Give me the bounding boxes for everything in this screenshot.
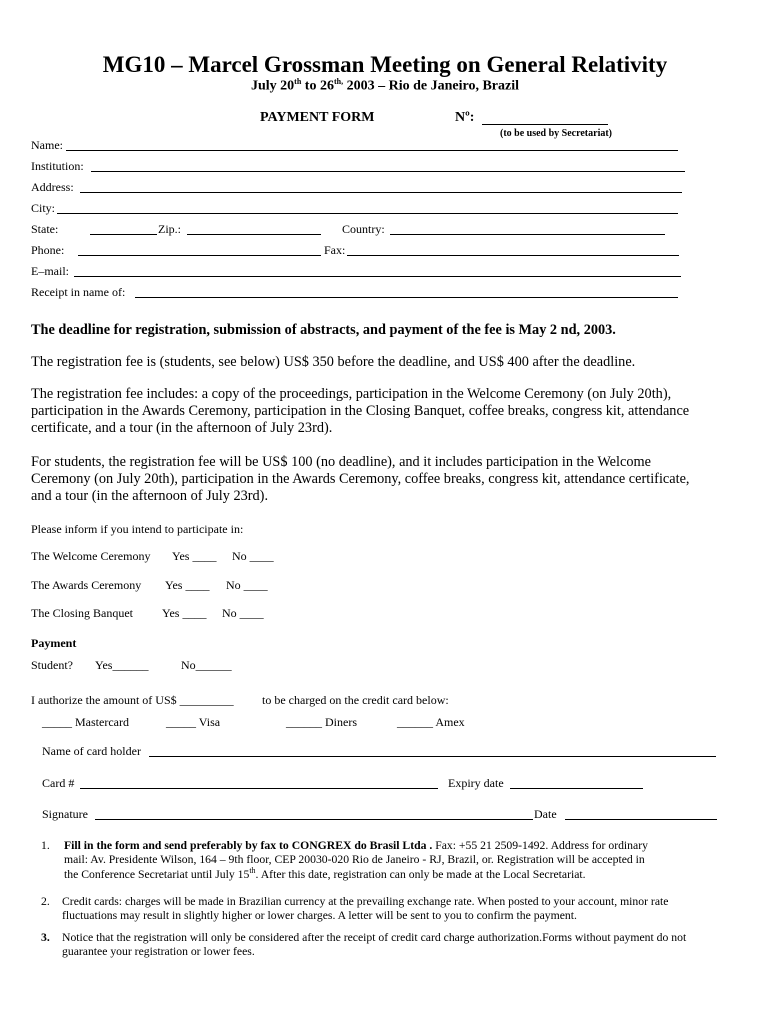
zip-field[interactable] bbox=[187, 234, 321, 235]
student-label: Student? bbox=[31, 658, 73, 672]
note-1-line-3: the Conference Secretariat until July 15th. After this date, registration can only be made at the Local Secretariat. bbox=[64, 866, 586, 881]
event-welcome-no[interactable]: No ____ bbox=[232, 549, 274, 563]
document-subtitle: July 20th to $26^{th,}$ 2003 – Rio de Janeiro, Brazil bbox=[250, 77, 519, 94]
payment-heading: Payment bbox=[31, 636, 77, 650]
event-awards-label: The Awards Ceremony bbox=[31, 578, 142, 592]
event-awards-yes[interactable]: Yes ____ bbox=[165, 578, 210, 592]
fee-text: The registration fee is (students, see below) US$ 350 before the deadline, and US$ 400 after the deadline. bbox=[31, 354, 636, 370]
card-holder-label: Name of card holder bbox=[42, 744, 141, 758]
name-field[interactable] bbox=[66, 150, 678, 151]
card-visa[interactable]: _____ Visa bbox=[166, 715, 221, 729]
fee-includes-text: The registration fee includes: a copy of the proceedings, participation in the Welcome Ceremony (on July 20th), participation in the Awards Ceremony, participation in the Closing Banquet, coffee breaks, congress kit, attendance certificate, and a tour (in the afternoon of July 23rd). bbox=[31, 386, 690, 436]
card-mastercard[interactable]: _____ Mastercard bbox=[42, 715, 129, 729]
zip-label: Zip.: bbox=[158, 222, 181, 236]
event-awards-no[interactable]: No ____ bbox=[226, 578, 268, 592]
fax-label: Fax: bbox=[324, 243, 346, 257]
signature-field[interactable] bbox=[95, 819, 533, 820]
name-label: Name: bbox=[31, 138, 63, 152]
expiry-label: Expiry date bbox=[448, 776, 504, 790]
note-1-number: 1. bbox=[41, 839, 50, 852]
inform-text: Please inform if you intend to participate in: bbox=[31, 522, 244, 536]
address-field[interactable] bbox=[80, 192, 682, 193]
receipt-label: Receipt in name of: bbox=[31, 285, 126, 299]
phone-label: Phone: bbox=[31, 243, 65, 257]
secretariat-note: (to be used by Secretariat) bbox=[500, 128, 613, 139]
card-number-field[interactable] bbox=[80, 788, 438, 789]
date-label: Date bbox=[534, 807, 557, 821]
student-yes[interactable]: Yes______ bbox=[95, 658, 149, 672]
student-no[interactable]: No______ bbox=[181, 658, 232, 672]
card-amex[interactable]: ______ Amex bbox=[397, 715, 465, 729]
note-1-line-2: mail: Av. Presidente Wilson, 164 – 9th floor, CEP 20030-020 Rio de Janeiro - RJ, Brazil, or. Registration will be accepted in bbox=[64, 853, 645, 866]
deadline-notice: The deadline for registration, submission of abstracts, and payment of the fee is May 2 nd, 2003. bbox=[31, 322, 616, 338]
email-label: E–mail: bbox=[31, 264, 69, 278]
phone-field[interactable] bbox=[78, 255, 321, 256]
address-label: Address: bbox=[31, 180, 74, 194]
document-title: MG10 – Marcel Grossman Meeting on General Relativity bbox=[102, 52, 668, 77]
email-field[interactable] bbox=[74, 276, 681, 277]
institution-label: Institution: bbox=[31, 159, 84, 173]
note-3-text: Notice that the registration will only be considered after the receipt of credit card charge authorization.Forms without payment do not guarantee your registration or lower fees. bbox=[62, 931, 687, 958]
event-banquet-no[interactable]: No ____ bbox=[222, 606, 264, 620]
state-label: State: bbox=[31, 222, 59, 236]
authorize-amount[interactable]: I authorize the amount of US$ _________ bbox=[31, 693, 234, 707]
country-field[interactable] bbox=[390, 234, 665, 235]
institution-field[interactable] bbox=[91, 171, 685, 172]
card-holder-field[interactable] bbox=[149, 756, 716, 757]
note-2-number: 2. bbox=[41, 895, 50, 908]
signature-label: Signature bbox=[42, 807, 88, 821]
city-label: City: bbox=[31, 201, 56, 215]
charged-text: to be charged on the credit card below: bbox=[262, 693, 449, 707]
date-field[interactable] bbox=[565, 819, 717, 820]
form-title: PAYMENT FORM bbox=[260, 110, 375, 125]
state-field[interactable] bbox=[90, 234, 157, 235]
card-number-label: Card # bbox=[42, 776, 75, 790]
city-field[interactable] bbox=[57, 213, 678, 214]
expiry-field[interactable] bbox=[510, 788, 643, 789]
note-1-line-1: Fill in the form and send preferably by fax to CONGREX do Brasil Ltda . Fax: +55 21 2509-1492. Address for ordinary bbox=[64, 839, 648, 852]
event-banquet-yes[interactable]: Yes ____ bbox=[162, 606, 207, 620]
event-welcome-label: The Welcome Ceremony bbox=[31, 549, 151, 563]
number-label: Nº: bbox=[455, 110, 475, 125]
student-fee-text: For students, the registration fee will be US$ 100 (no deadline), and it includes participation in the Welcome Ceremony (on July 20th), participation in the Awards Ceremony, coffee breaks, congress kit, attendance certificate, and a tour (in the afternoon of July 23rd). bbox=[31, 454, 690, 504]
receipt-field[interactable] bbox=[135, 297, 678, 298]
country-label: Country: bbox=[342, 222, 385, 236]
event-welcome-yes[interactable]: Yes ____ bbox=[172, 549, 217, 563]
note-2-text: Credit cards: charges will be made in Brazilian currency at the prevailing exchange rate. When posted to your account, minor rate fluctuations may result in slightly higher or lower charges. A letter will be sent to you to confirm the payment. bbox=[62, 895, 669, 922]
number-field[interactable] bbox=[482, 124, 608, 125]
event-banquet-label: The Closing Banquet bbox=[31, 606, 133, 620]
fax-field[interactable] bbox=[347, 255, 679, 256]
note-3-number: 3. bbox=[41, 931, 50, 944]
card-diners[interactable]: ______ Diners bbox=[286, 715, 357, 729]
